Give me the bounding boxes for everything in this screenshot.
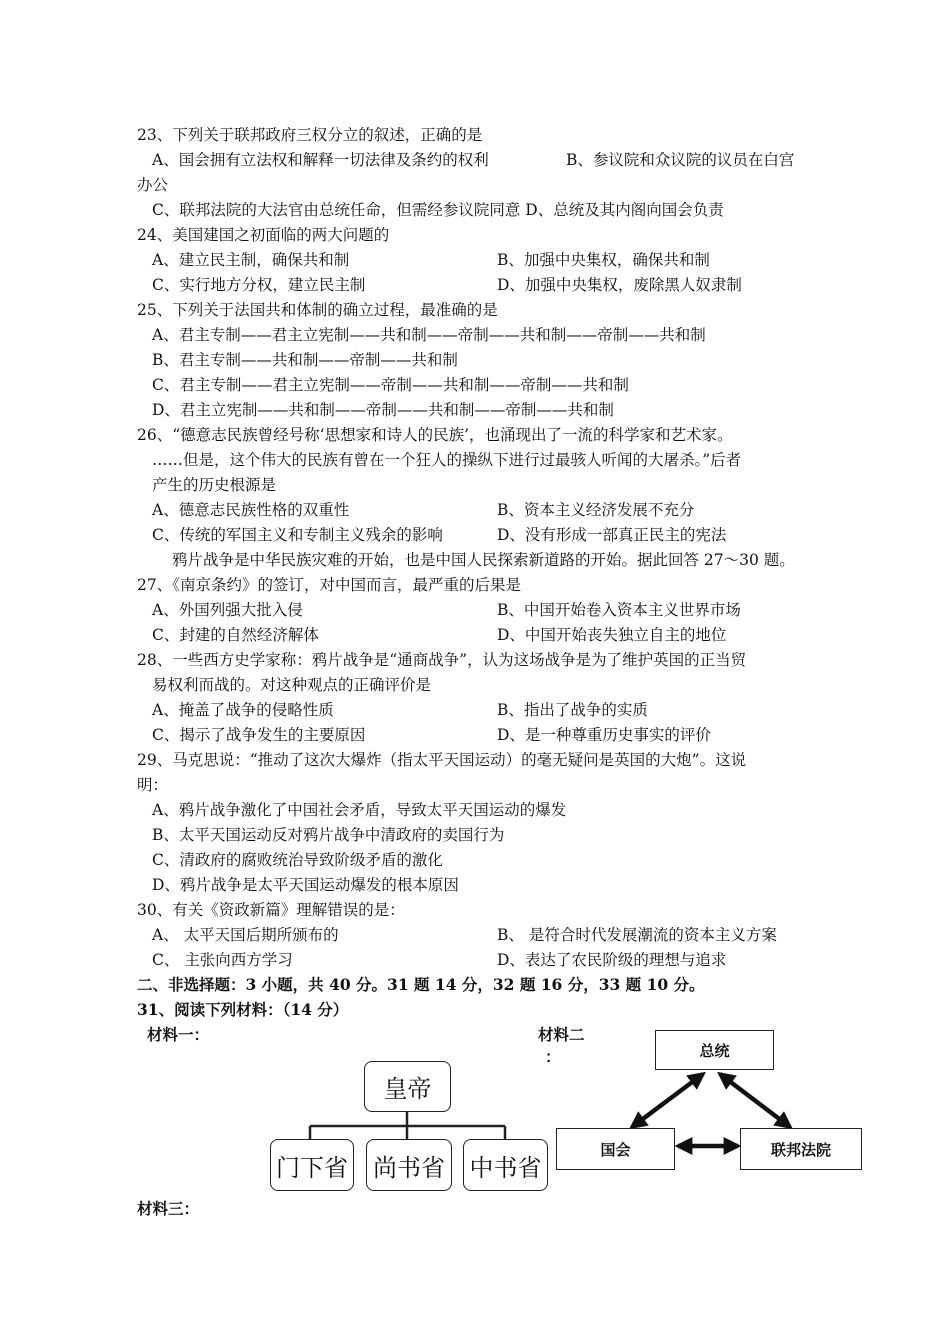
congress-label: 国会 [600, 1140, 631, 1159]
q24-option-b: B、加强中央集权，确保共和制 [497, 251, 710, 269]
q25-option-a: A、君主专制——君主立宪制——共和制——帝制——共和制——帝制——共和制 [152, 326, 706, 344]
q26-option-b: B、资本主义经济发展不充分 [497, 501, 695, 519]
federal-court-label: 联邦法院 [770, 1140, 831, 1159]
material2-label-colon: ： [545, 1047, 561, 1066]
menxia-label: 门下省 [276, 1153, 348, 1182]
q26-option-d: D、没有形成一部真正民主的宪法 [497, 526, 727, 544]
arrow-president-court [720, 1074, 790, 1127]
material2-label: 材料二 [538, 1025, 585, 1044]
q30-stem: 30、有关《资政新篇》理解错误的是： [137, 901, 405, 919]
federal-court-box [740, 1128, 862, 1170]
material1-label: 材料一： [147, 1025, 210, 1044]
q28-option-b: B、指出了战争的实质 [497, 701, 648, 719]
emperor-label: 皇帝 [383, 1075, 432, 1103]
shangshu-label: 尚书省 [373, 1153, 445, 1182]
q23-option-b: B、参议院和众议院的议员在白宫 [566, 151, 795, 169]
q28-option-a: A、掩盖了战争的侵略性质 [152, 701, 334, 719]
q30-option-a: A、 太平天国后期所颁布的 [152, 926, 339, 944]
q26-option-c: C、传统的军国主义和专制主义残余的影响 [152, 526, 443, 544]
q25-option-c: C、君主专制——君主立宪制——帝制——共和制——帝制——共和制 [152, 376, 629, 394]
q27-option-b: B、中国开始卷入资本主义世界市场 [497, 601, 741, 619]
q30-option-d: D、表达了农民阶级的理想与追求 [497, 951, 727, 969]
q30-option-c: C、 主张向西方学习 [152, 951, 293, 969]
q24-option-d: D、加强中央集权，废除黑人奴隶制 [497, 276, 742, 294]
q23-stem: 23、下列关于联邦政府三权分立的叙述，正确的是 [137, 126, 483, 144]
president-label: 总统 [699, 1041, 730, 1060]
q27-option-c: C、封建的自然经济解体 [152, 626, 319, 644]
section-2-heading: 二、非选择题：3 小题，共 40 分。31 题 14 分，32 题 16 分，33 题 10 分。 [137, 975, 705, 994]
president-box [655, 1030, 774, 1070]
arrow-president-congress [632, 1074, 703, 1127]
menxia-box [270, 1139, 354, 1191]
emperor-box [364, 1061, 451, 1112]
q29-option-c: C、清政府的腐败统治导致阶级矛盾的激化 [152, 851, 443, 869]
q25-option-d: D、君主立宪制——共和制——帝制——共和制——帝制——共和制 [152, 401, 614, 419]
section-intro: 鸦片战争是中华民族灾难的开始，也是中国人民探索新道路的开始。据此回答 27～30 题。 [172, 551, 795, 569]
congress-box [556, 1128, 675, 1170]
q28-stem-line1: 28、一些西方史学家称：鸦片战争是“通商战争”，认为这场战争是为了维护英国的正当贸 [137, 651, 747, 669]
q26-option-a: A、德意志民族性格的双重性 [152, 501, 350, 519]
q29-stem-line2: 明： [137, 776, 169, 794]
q24-option-a: A、建立民主制，确保共和制 [152, 251, 350, 269]
q26-stem-line2: ……但是，这个伟大的民族有曾在一个狂人的操纵下进行过最骇人听闻的大屠杀。”后者 [152, 451, 742, 469]
q28-option-d: D、是一种尊重历史事实的评价 [497, 726, 711, 744]
q27-option-d: D、中国开始丧失独立自主的地位 [497, 626, 727, 644]
q25-option-b: B、君主专制——共和制——帝制——共和制 [152, 351, 458, 369]
q29-option-d: D、鸦片战争是太平天国运动爆发的根本原因 [152, 876, 459, 894]
q23-option-c-d: C、联邦法院的大法官由总统任命，但需经参议院同意 D、总统及其内阁向国会负责 [152, 201, 724, 219]
shangshu-box [366, 1139, 452, 1191]
zhongshu-label: 中书省 [469, 1153, 542, 1182]
q30-option-b: B、 是符合时代发展潮流的资本主义方案 [497, 926, 777, 944]
q31-stem: 31、阅读下列材料：（14 分） [137, 1000, 349, 1019]
q28-stem-line2: 易权利而战的。对这种观点的正确评价是 [152, 676, 432, 694]
q27-stem: 27、《南京条约》的签订，对中国而言，最严重的后果是 [137, 576, 521, 594]
q26-stem-line3: 产生的历史根源是 [152, 476, 277, 494]
q25-stem: 25、下列关于法国共和体制的确立过程，最准确的是 [137, 301, 498, 319]
q29-option-a: A、鸦片战争激化了中国社会矛盾，导致太平天国运动的爆发 [152, 801, 567, 819]
material3-label: 材料三： [137, 1199, 200, 1218]
q28-option-c: C、揭示了战争发生的主要原因 [152, 726, 366, 744]
q23-option-b-cont: 办公 [137, 176, 169, 194]
q23-option-a: A、国会拥有立法权和解释一切法律及条约的权利 [152, 151, 489, 169]
q26-stem-line1: 26、“德意志民族曾经号称‘思想家和诗人的民族’，也涌现出了一流的科学家和艺术家。 [137, 426, 733, 444]
q24-option-c: C、实行地方分权，建立民主制 [152, 276, 366, 294]
q24-stem: 24、美国建国之初面临的两大问题的 [137, 226, 390, 244]
q29-option-b: B、太平天国运动反对鸦片战争中清政府的卖国行为 [152, 826, 505, 844]
zhongshu-box [463, 1139, 548, 1191]
q29-stem-line1: 29、马克思说：“推动了这次大爆炸（指太平天国运动）的毫无疑问是英国的大炮”。这说 [137, 751, 747, 769]
q27-option-a: A、外国列强大批入侵 [152, 601, 303, 619]
